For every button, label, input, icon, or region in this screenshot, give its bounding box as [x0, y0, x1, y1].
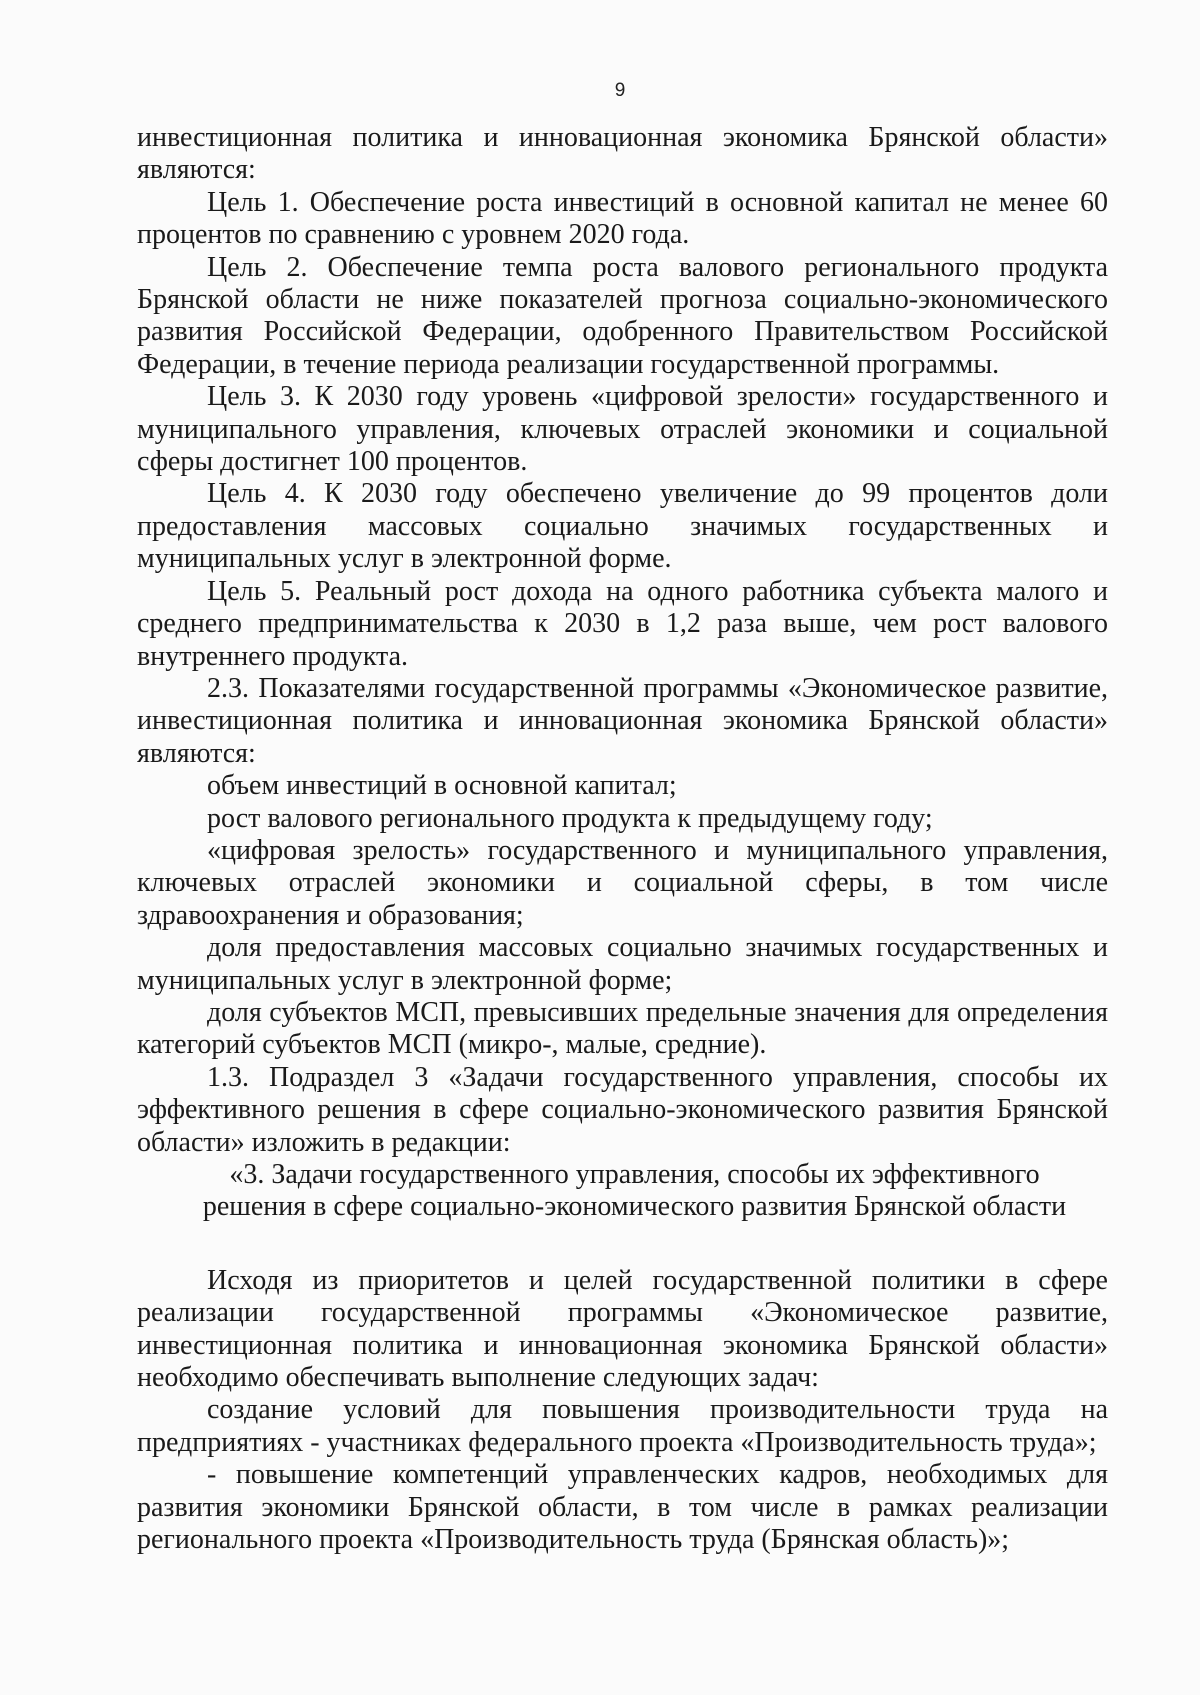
page-number: 9	[614, 80, 626, 101]
indicator-item: объем инвестиций в основной капитал;	[207, 770, 677, 802]
indicator-item: доля субъектов МСП, превысивших предельные значения для определения категорий субъектов МСП (микро-, малые, средние).	[137, 996, 1108, 1061]
blank-line	[137, 1224, 1108, 1265]
indicator-item: «цифровая зрелость» государственного и муниципального управления, ключевых отраслей экономики и социальной сферы, в том числе здравоохранения и образования;	[137, 834, 1108, 931]
indicators-intro-paragraph: 2.3. Показателями государственной программы «Экономическое развитие, инвестиционная политика и инновационная экономика Брянской области» являются:	[137, 672, 1108, 769]
task-item: - повышение компетенций управленческих кадров, необходимых для развития экономики Брянской области, в том числе в рамках реализации регионального проекта «Производительность труда (Брянская область)»;	[137, 1459, 1108, 1556]
indicator-item: рост валового регионального продукта к предыдущему году;	[207, 802, 933, 834]
section-heading-line: решения в сфере социально-экономического развития Брянской области	[202, 1191, 1067, 1223]
goal-3-paragraph: Цель 3. К 2030 году уровень «цифровой зрелости» государственного и муниципального управления, ключевых отраслей экономики и социальной сферы достигнет 100 процентов.	[137, 381, 1108, 478]
subsection-amendment-paragraph: 1.3. Подраздел 3 «Задачи государственного управления, способы их эффективного решения в сфере социально-экономического развития Брянской области» изложить в редакции:	[137, 1061, 1108, 1158]
section-heading-line: «3. Задачи государственного управления, способы их эффективного	[229, 1159, 1040, 1190]
indicator-item: доля предоставления массовых социально значимых государственных и муниципальных услуг в электронной форме;	[137, 932, 1108, 996]
task-item: создание условий для повышения производительности труда на предприятиях - участниках федерального проекта «Производительность труда»;	[137, 1394, 1108, 1458]
paragraph-continuation: инвестиционная политика и инновационная экономика Брянской области» являются:	[137, 122, 1108, 186]
tasks-intro-paragraph: Исходя из приоритетов и целей государственной политики в сфере реализации государственной программы «Экономическое развитие, инвестиционная политика и инновационная экономика Брянской области» необходимо обеспечивать выполнение следующих задач:	[137, 1264, 1108, 1394]
goal-4-paragraph: Цель 4. К 2030 году обеспечено увеличение до 99 процентов доли предоставления массовых социально значимых государственных и муниципальных услуг в электронной форме.	[137, 478, 1108, 575]
document-body	[137, 122, 1108, 1556]
goal-1-paragraph: Цель 1. Обеспечение роста инвестиций в основной капитал не менее 60 процентов по сравнению с уровнем 2020 года.	[137, 186, 1108, 251]
goal-2-paragraph: Цель 2. Обеспечение темпа роста валового регионального продукта Брянской области не ниже показателей прогноза социально-экономического развития Российской Федерации, одобренного Правительством Российской Федерации, в течение периода реализации государственной программы.	[137, 251, 1108, 380]
goal-5-paragraph: Цель 5. Реальный рост дохода на одного работника субъекта малого и среднего предпринимательства к 2030 в 1,2 раза выше, чем рост валового внутреннего продукта.	[137, 575, 1108, 672]
